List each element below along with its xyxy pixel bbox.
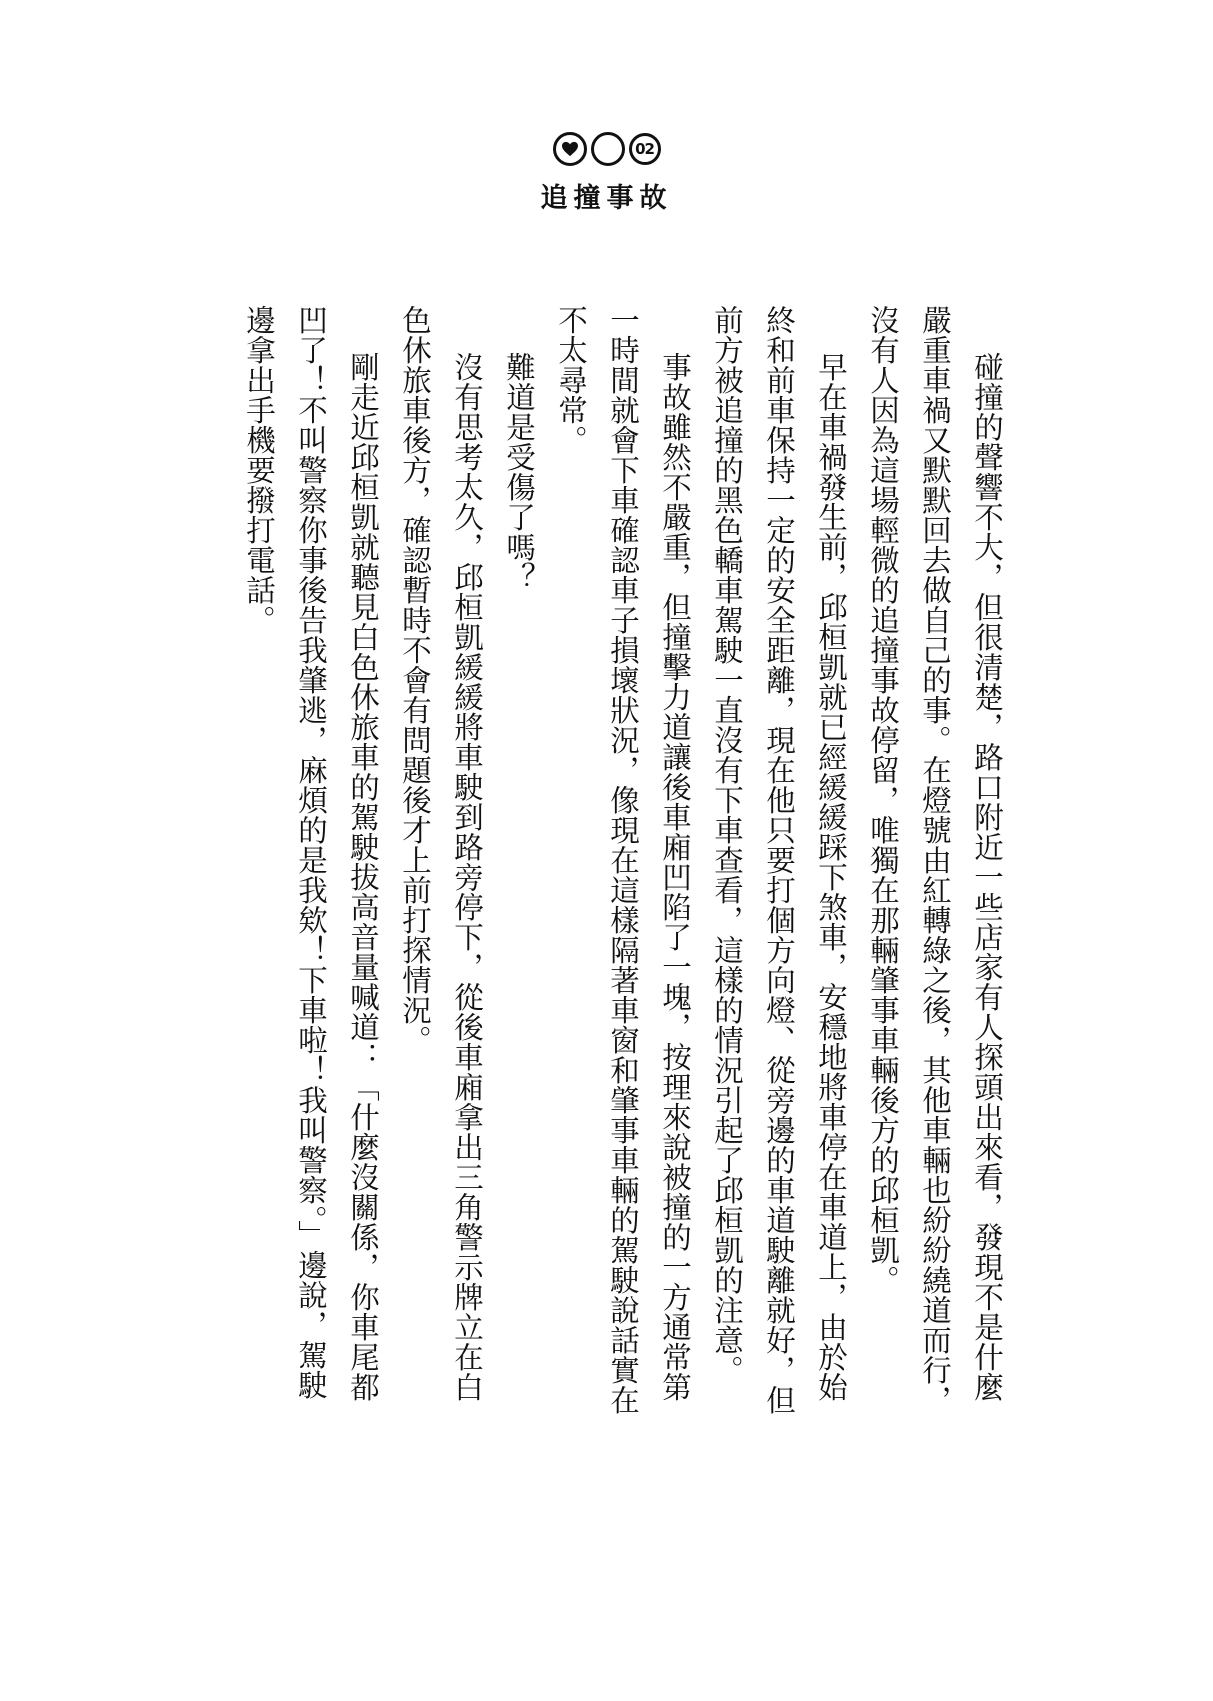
- paragraph: 早在車禍發生前，邱桓凱就已經緩緩踩下煞車，安穩地將車停在車道上，由於始終和前車保持一定的安全距離，現在他只要打個方向燈、從旁邊的車道駛離就好，但前方被追撞的黑色轎車駕駛一直沒有下車查看，這樣的情況引起了邱桓凱的注意。: [710, 305, 848, 1415]
- chapter-badge: [553, 132, 661, 166]
- empty-circle-icon: [591, 132, 625, 166]
- chapter-header: [0, 132, 1213, 215]
- heart-icon: [561, 141, 579, 157]
- heart-circle-icon: [553, 132, 587, 166]
- chapter-number: 02: [629, 133, 661, 165]
- paragraph: 剛走近邱桓凱就聽見白色休旅車的駕駛拔高音量喊道：「什麼沒關係，你車尾都凹了！不叫警察你事後告我肇逃，麻煩的是我欸！下車啦！我叫警察。」邊說，駕駛邊拿出手機要撥打電話。: [242, 305, 380, 1403]
- paragraph: 沒有思考太久，邱桓凱緩緩將車駛到路旁停下，從後車廂拿出三角警示牌立在白色休旅車後方，確認暫時不會有問題後才上前打探情況。: [398, 305, 484, 1403]
- body-text: [233, 305, 1013, 1430]
- chapter-title: 追撞事故: [540, 183, 673, 214]
- paragraph: 事故雖然不嚴重，但撞擊力道讓後車廂凹陷了一塊，按理來說被撞的一方通常第一時間就會下車確認車子損壞狀況，像現在這樣隔著車窗和肇事車輛的駕駛說話實在不太尋常。: [554, 305, 692, 1415]
- paragraph: 碰撞的聲響不大，但很清楚，路口附近一些店家有人探頭出來看，發現不是什麼嚴重車禍又默默回去做自己的事。在燈號由紅轉綠之後，其他車輛也紛紛繞道而行，沒有人因為這場輕微的追撞事故停留，唯獨在那輛肇事車輛後方的邱桓凱。: [866, 305, 1004, 1415]
- paragraph: 難道是受傷了嗎？: [502, 352, 536, 593]
